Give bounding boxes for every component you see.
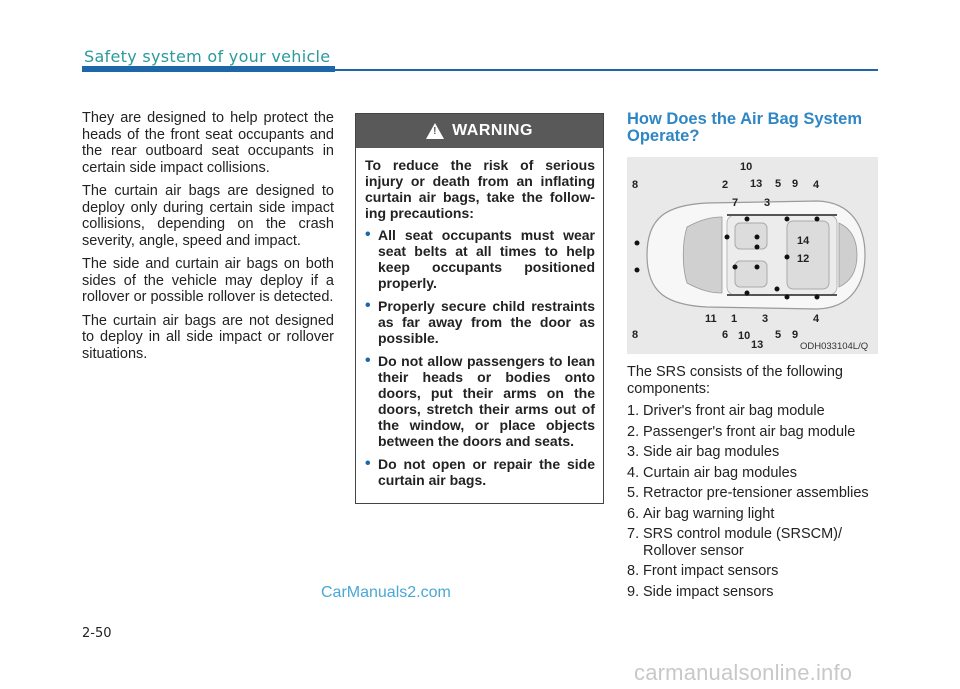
callout-10: 10 [740, 161, 753, 173]
warning-item: • All seat occupants must wear seat belts at all times to help keep occupants positioned properly. [365, 227, 595, 291]
list-item-text: Side air bag modules [643, 444, 780, 460]
watermark-link[interactable]: CarManuals2.com [321, 584, 451, 601]
list-item-number: 7. [627, 526, 640, 542]
airbag-system-diagram [627, 157, 878, 354]
header-accent-bar [82, 66, 335, 72]
warning-body [356, 148, 603, 488]
figure-code: ODH033104L/Q [800, 341, 869, 352]
paragraph: They are designed to help protect the heads of the front seat occupants and the rear outboard seat occupants in certain side impact collisions. [82, 110, 334, 176]
warning-item: • Do not open or repair the side curtain air bags. [365, 456, 595, 488]
callout-3: 3 [764, 197, 771, 209]
callout-8: 8 [632, 179, 639, 191]
list-item-number: 9. [627, 583, 640, 600]
list-item [627, 506, 882, 523]
list-item-text: Retractor pre-tensioner assemblies [643, 485, 869, 501]
callout-10-bottom: 10 [738, 330, 751, 342]
callout-11: 11 [705, 313, 717, 325]
list-item [627, 584, 882, 601]
watermark-bottom: carmanualsonline.info [634, 660, 853, 685]
list-item-number: 5. [627, 485, 640, 501]
list-item-text: SRS control module (SRSCM)/ Rollover sensor [643, 526, 843, 559]
components-list [627, 403, 882, 600]
warning-intro: To reduce the risk of serious injury or death from an inflating curtain air bags, take the follow-ing precautions: [365, 157, 595, 221]
list-item-text: Passenger's front air bag module [643, 423, 856, 440]
callout-8-bottom: 8 [632, 329, 639, 341]
page-number: 2-50 [82, 626, 112, 641]
paragraph: The curtain air bags are designed to deploy only during certain side impact collisions, depending on the crash severity, angle, speed and impact. [82, 183, 334, 249]
callout-5: 5 [775, 178, 782, 190]
list-item-number: 3. [627, 444, 640, 460]
list-item-number: 6. [627, 505, 640, 522]
list-item [627, 403, 882, 420]
list-item-text: Driver's front air bag module [643, 403, 825, 419]
callout-3-bottom: 3 [762, 313, 769, 325]
callout-13-bottom: 13 [751, 339, 764, 351]
callout-1: 1 [731, 313, 738, 325]
callout-14: 14 [797, 235, 810, 247]
paragraph: The side and curtain air bags on both sides of the vehicle may deploy if a rollover or possible rollover is detected. [82, 256, 334, 305]
list-item [627, 465, 882, 482]
right-column-text [627, 364, 882, 604]
callout-6: 6 [722, 329, 729, 341]
warning-triangle-icon [426, 123, 444, 139]
callout-4: 4 [813, 179, 820, 191]
list-item [627, 563, 882, 580]
list-item-text: Curtain air bag modules [643, 464, 797, 481]
section-heading: How Does the Air Bag System Operate? [627, 110, 863, 145]
warning-title: WARNING [452, 122, 533, 139]
callout-9-bottom: 9 [792, 329, 799, 341]
list-item-text: Side impact sensors [643, 583, 774, 600]
warning-header [356, 114, 603, 148]
list-item [627, 424, 882, 441]
callout-2: 2 [722, 179, 729, 191]
callout-9: 9 [792, 178, 799, 190]
warning-item: • Properly secure child restraints as far away from the door as possible. [365, 298, 595, 346]
warning-list [365, 227, 595, 488]
components-intro: The SRS consists of the following components: [627, 364, 843, 397]
warning-box [355, 113, 604, 504]
callout-13: 13 [750, 178, 763, 190]
warning-item: • Do not allow passengers to lean their heads or bodies onto doors, put their arms on the doors, stretch their arms out of the window, or place objects between the doors and seats. [365, 353, 595, 449]
callout-12: 12 [797, 253, 810, 265]
callout-7: 7 [732, 197, 739, 209]
list-item-number: 4. [627, 464, 640, 481]
left-column-text [82, 110, 334, 369]
list-item [627, 526, 882, 559]
header-rule [335, 69, 878, 71]
list-item [627, 444, 882, 461]
list-item [627, 485, 882, 502]
list-item-number: 8. [627, 563, 640, 579]
paragraph: The curtain air bags are not designed to deploy in all side impact or rollover situations. [82, 312, 334, 362]
list-item-text: Front impact sensors [643, 563, 779, 579]
callout-4-bottom: 4 [813, 313, 820, 325]
list-item-number: 2. [627, 423, 640, 440]
section-header-title: Safety system of your vehicle [84, 47, 331, 66]
list-item-number: 1. [627, 403, 640, 419]
list-item-text: Air bag warning light [643, 505, 775, 522]
callout-5-bottom: 5 [775, 329, 782, 341]
